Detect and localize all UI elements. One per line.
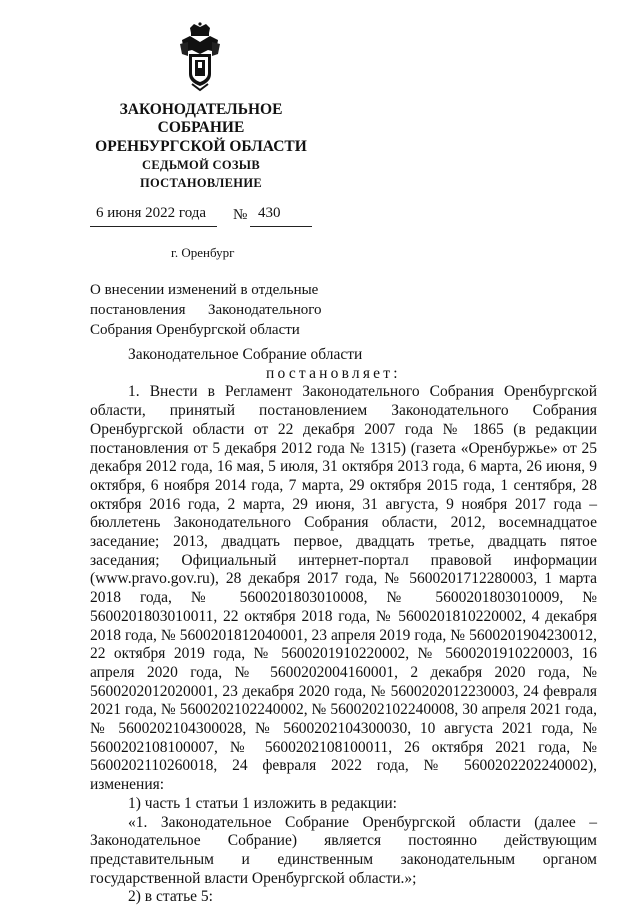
subject-line2: постановления Законодательного xyxy=(90,302,322,318)
coat-of-arms-icon xyxy=(178,22,222,92)
item-1-paragraph: 1. Внести в Регламент Законодательного Собрания Оренбургской области, принятый постановлением Законодательного Собрания Оренбургской области от 22 декабря 2007 года № 1865 (в редакции постановления от 5 декабря 2012 года № 1315) (газета «Оренбуржье» от 25 декабря 2012 года, 16 мая, 5 июля, 31 октября 2013 года, 6 марта, 26 июня, 9 октября, 6 ноября 2014 года, 7 марта, 29 октября 2015 года, 1 сентября, 28 октября 2016 года, 2 марта, 29 июня, 31 августа, 9 ноября 2017 года – бюллетень Законодательного Собрания области, 2012, восемнадцатое заседание; 2013, двадцать первое, двадцать третье, двадцать пятое заседания; Официальный интернет-портал правовой информации (www.pravo.gov.ru), 28 декабря 2017 года, № 5600201712280003, 1 марта 2018 года, № 5600201803010008, № 5600201803010009, № 5600201803010011, 22 октября 2018 года, № 5600201810220002, 4 декабря 2018 года, № 5600201812040001, 23 апреля 2019 года, № 5600201904230012, 22 октября 2019 года, № 5600201910220002, № 5600201910220003, 16 апреля 2020 года, № 5600202004160001, 2 декабря 2020 года, № 5600202012020001, 23 декабря 2020 года, № 5600202012230003, 24 февраля 2021 года, № 5600202102240002, № 5600202102240008, 30 апреля 2021 года, № 5600202104300028, № 5600202104300030, 10 августа 2021 года, № 5600202108100007, № 5600202108100011, 26 октября 2021 года, № 5600202110260018, 24 февраля 2022 года, № 5600202202240002), изменения: xyxy=(90,383,597,794)
number-underline xyxy=(250,226,312,227)
intro-paragraph: Законодательное Собрание области xyxy=(128,346,363,363)
parliament-name-line2: СОБРАНИЕ xyxy=(157,119,245,136)
number-sign: № xyxy=(233,207,248,223)
document-type: ПОСТАНОВЛЕНИЕ xyxy=(139,176,262,190)
sub-item-2: 2) в статье 5: xyxy=(128,888,213,906)
city: г. Оренбург xyxy=(171,245,235,260)
document-body xyxy=(90,346,597,907)
parliament-name-line3: ОРЕНБУРГСКОЙ ОБЛАСТИ xyxy=(95,138,307,155)
document-date: 6 июня 2022 года xyxy=(96,205,207,221)
quoted-text: «1. Законодательное Собрание Оренбургской области (далее – Законодательное Собрание) является постоянно действующим представительным и единственным законодательным органом государственной власти Оренбургской области.»; xyxy=(90,813,597,887)
subject-line1: О внесении изменений в отдельные xyxy=(90,282,319,298)
convocation: СЕДЬМОЙ СОЗЫВ xyxy=(142,158,260,172)
date-number-row xyxy=(90,205,320,233)
sub-item-1: 1) часть 1 статьи 1 изложить в редакции: xyxy=(128,794,397,812)
subject-line3: Собрания Оренбургской области xyxy=(90,322,300,338)
parliament-name-line1: ЗАКОНОДАТЕЛЬНОЕ xyxy=(119,101,283,118)
resolves-word: постановляет: xyxy=(266,364,401,382)
date-underline xyxy=(90,226,217,227)
document-number: 430 xyxy=(258,205,281,221)
document-subject xyxy=(90,280,340,340)
